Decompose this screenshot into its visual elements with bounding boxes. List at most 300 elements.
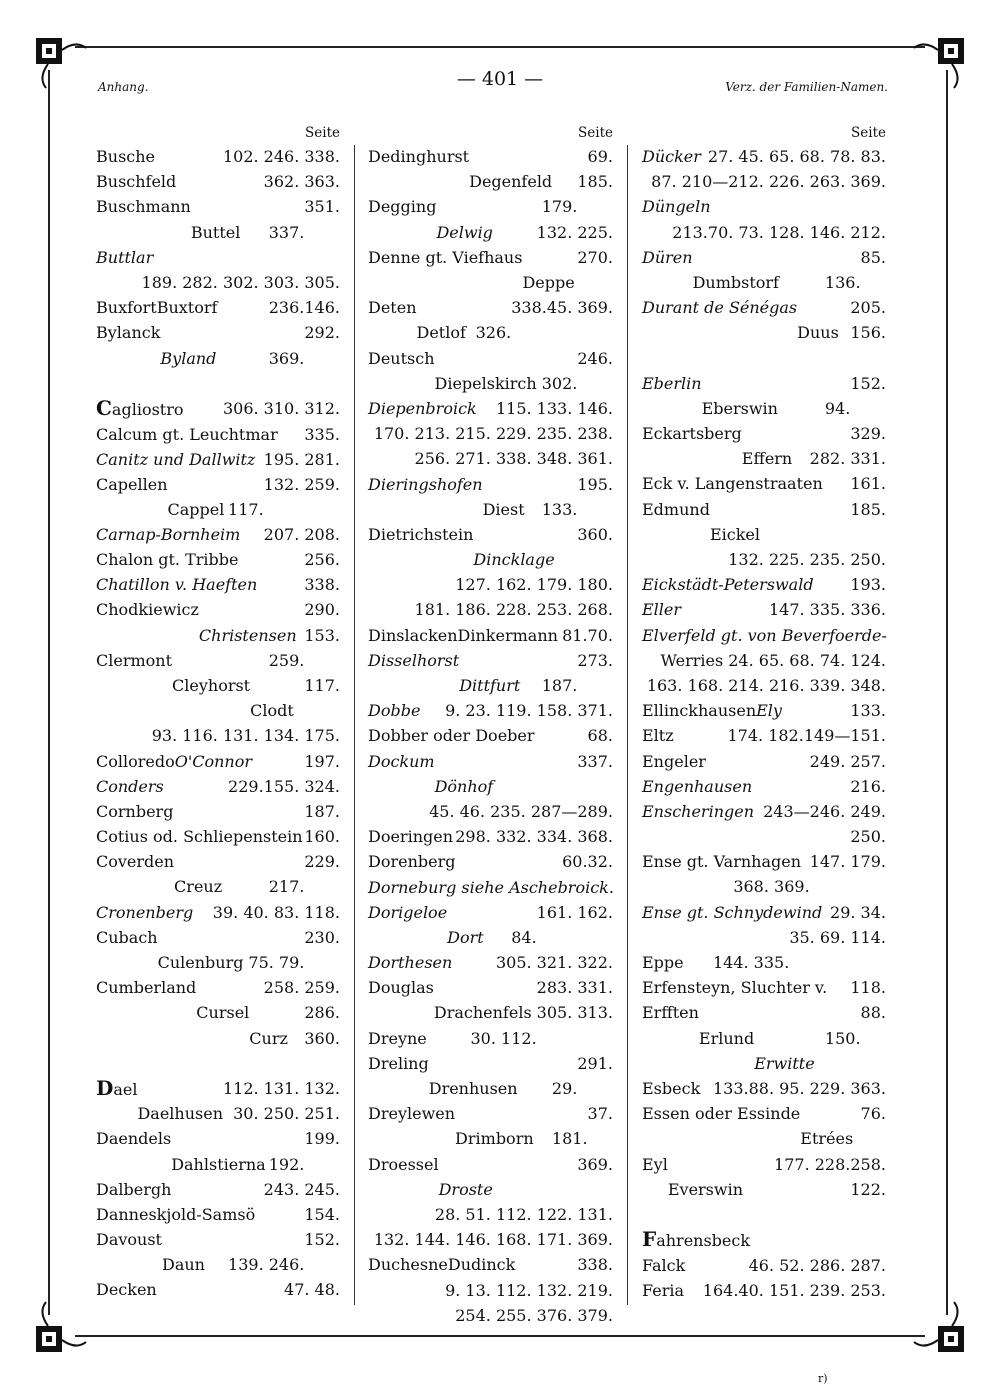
index-entry <box>368 698 613 723</box>
entry-name: Dorthesen <box>368 953 453 973</box>
entry-name: Deten <box>368 298 417 318</box>
entry-pages: 193. <box>850 575 886 595</box>
index-entry-continuation <box>642 648 886 696</box>
entry-pages: 69. <box>587 147 613 166</box>
index-entry <box>368 925 613 950</box>
entry-name: Eyl <box>642 1154 668 1174</box>
page-footer-mark: r) <box>818 1372 828 1385</box>
index-entry <box>642 723 886 748</box>
entry-pages: 360. <box>577 524 613 544</box>
entry-name: Douglas <box>368 978 434 998</box>
entry-name: Bylanck <box>96 323 161 343</box>
entry-pages: 155. 324. <box>263 776 340 796</box>
index-entry <box>642 1026 886 1051</box>
entry-name: Curz <box>249 1028 288 1048</box>
entry-name: Cronenberg <box>96 902 194 922</box>
entry-pages: 174. 182. <box>727 726 804 746</box>
entry-name: Coverden <box>96 852 175 872</box>
index-entry <box>368 522 613 547</box>
entry-name: Droste <box>438 1179 493 1199</box>
entry-pages: 270. <box>577 247 613 267</box>
entry-name: Delwig <box>436 222 493 242</box>
entry-name: Dalbergh <box>96 1179 172 1199</box>
entry-name: Dobber oder Doeber <box>368 726 535 746</box>
index-entry <box>368 245 613 270</box>
entry-name: Eickel <box>709 524 760 544</box>
entry-pages: 368. 369. <box>733 877 810 897</box>
index-entry <box>642 1277 886 1302</box>
entry-pages: 132. 259. <box>263 475 340 495</box>
index-entry <box>368 1126 613 1151</box>
entry-pages: 291. <box>577 1053 613 1073</box>
entry-name: Byland <box>160 348 217 368</box>
entry-name: Essen oder Essinde <box>642 1104 801 1124</box>
index-entry <box>96 1152 340 1177</box>
index-entry <box>368 849 613 874</box>
entry-name: Deutsch <box>368 348 435 368</box>
index-entry <box>96 1000 340 1025</box>
index-entry-continuation <box>642 925 886 950</box>
entry-pages: 258. <box>850 1154 886 1174</box>
index-entry <box>96 975 340 1000</box>
entry-name: Dittfurt <box>459 675 521 695</box>
entry-pages: 305. 321. 322. <box>495 953 613 973</box>
entry-name: Denne gt. Viefhaus <box>368 247 523 267</box>
entry-pages: 45. 46. 235. 287—289. <box>429 801 613 821</box>
entry-name: Eck v. Langenstraaten <box>642 474 823 494</box>
index-entry <box>368 547 613 595</box>
entry-pages: 256. 271. 338. 348. 361. <box>414 449 613 469</box>
entry-pages: 187. <box>541 675 578 695</box>
index-entry <box>96 874 340 899</box>
seite-heading: Seite <box>851 125 886 141</box>
index-entry <box>96 849 340 874</box>
entry-name: Christensen <box>198 625 297 645</box>
entry-pages: 144. 335. <box>712 953 790 972</box>
index-entry <box>96 220 340 245</box>
entry-name: Cumberland <box>96 978 197 998</box>
frame-right-line <box>946 70 948 1315</box>
entry-pages: 192. <box>268 1154 305 1174</box>
entry-name: Duchesne <box>368 1255 448 1275</box>
index-entry <box>96 673 340 698</box>
entry-pages: 30. 112. <box>470 1028 537 1048</box>
column-divider <box>627 145 628 1305</box>
entry-pages: 161. <box>850 474 886 494</box>
index-entry <box>96 1277 340 1302</box>
entry-pages: 329. <box>850 424 886 444</box>
entry-pages: 29. 34. <box>830 902 886 922</box>
index-entry <box>642 396 886 421</box>
entry-pages: 47. 48. <box>284 1280 340 1300</box>
entry-name: Drimborn <box>455 1129 534 1149</box>
index-entry <box>96 320 340 345</box>
entry-pages: 68. <box>587 726 613 746</box>
entry-pages: 118. <box>850 978 886 998</box>
entry-pages: 305. 313. <box>536 1003 613 1023</box>
entry-name: Erlund <box>698 1028 755 1048</box>
entry-name: Dieringshofen <box>368 474 483 494</box>
index-entry <box>96 1252 340 1277</box>
index-entry <box>642 597 887 645</box>
entry-pages: 197. <box>304 751 340 771</box>
entry-name: Disselhorst <box>368 650 460 670</box>
entry-pages: 102. 246. 338. <box>222 147 340 166</box>
index-entry <box>368 144 613 169</box>
entry-pages: 181. <box>551 1129 588 1149</box>
entry-pages: 362. 363. <box>263 172 340 192</box>
entry-pages: 185. <box>850 499 886 519</box>
frame-bottom-line <box>75 1335 925 1337</box>
index-entry <box>642 371 886 396</box>
index-entry <box>96 547 340 572</box>
entry-pages: 161. 162. <box>536 902 613 922</box>
entry-name: Capellen <box>96 475 168 495</box>
entry-name: Diepenbroick <box>368 398 477 418</box>
entry-pages: 152. <box>850 373 886 393</box>
entry-pages: 164. <box>702 1281 739 1301</box>
index-entry <box>642 270 886 295</box>
entry-pages: 213. <box>672 222 708 242</box>
entry-name: Culenburg <box>157 953 244 972</box>
index-entry <box>642 547 886 595</box>
index-entry <box>96 471 340 496</box>
entry-name: Erwitte <box>754 1053 815 1073</box>
entry-pages: 40. 151. 239. 253. <box>738 1281 886 1301</box>
entry-name: Eberlin <box>642 373 702 393</box>
entry-name: Droessel <box>368 1154 439 1174</box>
entry-name: Carnap-Bornheim <box>96 524 241 544</box>
entry-pages: 229. <box>228 776 264 796</box>
index-entry-continuation <box>642 169 886 194</box>
entry-name: Buttlar <box>96 247 154 267</box>
entry-pages: 29. <box>551 1078 578 1098</box>
index-entry <box>368 295 613 320</box>
entry-name: Clermont <box>96 650 173 670</box>
index-entry-continuation <box>368 1277 613 1325</box>
index-entry <box>368 396 613 421</box>
index-entry <box>96 245 340 292</box>
entry-name: Canitz und Dallwitz <box>96 450 256 470</box>
entry-pages: 195. 281. <box>263 450 340 470</box>
index-entry <box>96 925 340 950</box>
entry-pages: 132. 144. 146. 168. 171. 369. <box>373 1230 613 1250</box>
entry-pages: 37. <box>587 1104 613 1124</box>
index-entry <box>96 346 340 371</box>
index-entry <box>642 1101 886 1126</box>
index-entry-continuation <box>368 572 613 620</box>
entry-name: Dönhof <box>434 776 494 796</box>
index-entry-continuation <box>368 446 613 471</box>
index-entry <box>642 471 886 496</box>
index-entry <box>368 774 613 821</box>
entry-name: Chatillon v. Haeften <box>96 575 258 595</box>
entry-pages: 27. 45. 65. 68. 78. 83. <box>707 147 886 166</box>
entry-name: Dinslacken <box>368 625 458 645</box>
index-entry <box>642 295 886 320</box>
entry-name: Daelhusen <box>137 1104 224 1124</box>
index-entry <box>368 169 613 194</box>
entry-pages: 207. 208. <box>263 524 340 544</box>
entry-pages: 9. 23. 119. 158. 371. <box>445 701 613 721</box>
entry-pages: 351. <box>304 197 340 217</box>
entry-name: Detlof <box>416 323 466 343</box>
index-entry <box>368 320 613 345</box>
entry-pages: 35. 69. 114. <box>789 927 886 947</box>
entry-pages: 360. <box>304 1028 340 1048</box>
entry-pages: 85. <box>860 247 886 267</box>
index-entry <box>96 900 340 925</box>
entry-name: Durant de Sénégas <box>642 298 798 318</box>
entry-name: Elverfeld gt. von Beverfoerde- <box>642 625 887 645</box>
index-entry <box>368 346 613 371</box>
entry-pages: 115. 133. 146. <box>495 398 613 418</box>
corner-ornament-icon <box>28 1300 88 1360</box>
entry-name: Erfensteyn, Sluchter v. <box>642 978 828 998</box>
entry-name: Enscheringen <box>642 802 755 822</box>
entry-name: Eickstädt-Peterswald <box>642 575 814 595</box>
entry-name: Effern <box>741 449 793 469</box>
entry-name: Cleyhorst <box>172 675 251 695</box>
index-entry <box>368 1000 613 1025</box>
entry-pages: 369. <box>268 348 305 368</box>
seite-heading: Seite <box>578 125 613 141</box>
index-entry <box>96 169 340 194</box>
entry-name: Calcum gt. Leuchtmar <box>96 425 278 445</box>
index-entry <box>368 874 613 899</box>
index-entry <box>368 623 613 648</box>
entry-pages: 335. <box>304 425 340 445</box>
entry-name: Erfften <box>642 1003 699 1023</box>
entry-pages: 216. <box>850 776 886 796</box>
entry-name: Ellinckhausen <box>642 701 757 721</box>
index-entry <box>96 824 340 849</box>
entry-pages: 32. <box>587 852 613 872</box>
index-entry <box>368 648 613 673</box>
entry-pages: 306. 310. 312. <box>222 398 340 418</box>
entry-pages: 149—151. <box>803 726 886 746</box>
index-entry <box>96 446 340 471</box>
entry-pages: 338. <box>511 298 547 318</box>
index-entry-continuation <box>642 824 886 849</box>
entry-pages: 205. <box>850 298 886 318</box>
entry-name: Buxfort <box>96 298 157 318</box>
entry-pages: 150. <box>824 1028 861 1048</box>
index-entry <box>642 950 886 975</box>
entry-name: Dobbe <box>368 701 421 721</box>
entry-pages: 250. <box>850 827 886 847</box>
entry-name: Buttel <box>190 222 241 242</box>
index-entry <box>642 572 886 620</box>
index-column-3 <box>642 122 886 1304</box>
index-entry <box>368 194 613 219</box>
index-entry <box>96 648 340 673</box>
frame-left-line <box>48 70 50 1315</box>
index-entry <box>368 1152 613 1177</box>
entry-name: Buschmann <box>96 197 191 217</box>
entry-name: Davoust <box>96 1230 162 1250</box>
entry-name: Eberswin <box>701 398 778 418</box>
index-entry <box>368 723 613 748</box>
index-entry <box>96 698 340 746</box>
entry-pages: 133. <box>712 1078 749 1098</box>
entry-pages: 286. <box>304 1003 340 1023</box>
index-entry <box>642 446 886 471</box>
index-entry <box>96 1126 340 1151</box>
index-entry <box>368 497 613 522</box>
entry-pages: 156. <box>850 323 886 343</box>
entry-pages: 282. 331. <box>809 449 886 469</box>
entry-name: Cappel <box>167 499 225 519</box>
entry-name: Cagliostro <box>96 395 184 420</box>
index-entry <box>642 975 886 1000</box>
index-entry <box>642 1076 886 1101</box>
entry-name: Dincklage <box>473 550 555 569</box>
index-entry <box>368 749 613 774</box>
entry-pages: 93. 116. 131. 134. 175. <box>151 726 340 746</box>
entry-name: Decken <box>96 1280 157 1300</box>
index-entry-continuation <box>642 220 886 245</box>
entry-name: Ely <box>756 701 782 721</box>
entry-pages: 369. <box>577 1154 613 1174</box>
entry-name: Buschfeld <box>96 172 177 192</box>
entry-pages: 152. <box>304 1230 340 1250</box>
entry-name: Degenfeld <box>469 172 553 192</box>
entry-pages: 337. <box>577 751 613 771</box>
index-entry <box>368 1177 613 1224</box>
index-entry <box>368 371 613 396</box>
section-gap <box>96 371 340 396</box>
entry-name: Everswin <box>667 1179 744 1199</box>
entry-name: Eppe <box>642 953 684 972</box>
entry-name: Eckartsberg <box>642 424 742 444</box>
entry-pages: 185. <box>577 172 613 192</box>
entry-name: Conders <box>96 776 164 796</box>
entry-pages: 160. <box>304 827 340 847</box>
section-gap <box>96 1051 340 1076</box>
index-entry-continuation <box>368 1202 613 1250</box>
entry-pages: 181. 186. 228. 253. 268. <box>414 600 613 620</box>
entry-pages: 170. 213. 215. 229. 235. 238. <box>373 424 613 444</box>
entry-name: Eltz <box>642 726 674 746</box>
entry-pages: Werries 24. 65. 68. 74. 124. <box>660 650 886 670</box>
entry-pages: 302. <box>541 373 578 393</box>
page-header <box>0 68 1000 98</box>
index-entry <box>96 1101 340 1126</box>
index-entry <box>96 522 340 547</box>
entry-pages: 230. <box>304 927 340 947</box>
entry-pages: 132. 225. <box>536 222 613 242</box>
entry-pages: 187. <box>304 801 340 821</box>
index-column-1 <box>96 122 340 1303</box>
entry-name: Busche <box>96 147 156 166</box>
entry-name: Dahlstierna <box>171 1154 266 1174</box>
entry-name: Cotius od. Schliepenstein <box>96 827 303 847</box>
entry-name: Engeler <box>642 751 706 771</box>
entry-pages: 146. <box>304 298 340 318</box>
index-entry <box>96 421 340 446</box>
entry-name: Dreling <box>368 1053 429 1073</box>
entry-pages: 45. 369. <box>546 298 613 318</box>
entry-name: Cubach <box>96 927 158 947</box>
entry-pages: 76. <box>860 1104 886 1124</box>
entry-pages: 9. 13. 112. 132. 219. <box>445 1280 613 1300</box>
entry-name: Diepelskirch <box>434 373 537 393</box>
entry-name: Ense gt. Schnydewind <box>642 902 823 922</box>
index-entry <box>368 1026 613 1051</box>
entry-pages: 195. <box>577 474 613 494</box>
index-entry <box>96 1026 340 1051</box>
index-entry <box>368 900 613 925</box>
index-entry <box>642 749 886 774</box>
entry-name: Dorigeloe <box>368 902 448 922</box>
index-entry <box>96 950 340 975</box>
section-gap <box>642 1202 886 1227</box>
index-entry <box>642 849 886 874</box>
entry-pages: 337. <box>268 222 305 242</box>
index-entry <box>368 673 613 698</box>
index-entry <box>368 975 613 1000</box>
entry-pages: 338. <box>577 1255 613 1275</box>
entry-name: Cornberg <box>96 801 174 821</box>
entry-pages: 81. <box>562 625 588 645</box>
header-index-title: Verz. der Familien-Namen. <box>725 80 888 94</box>
entry-pages: 70. 73. 128. 146. 212. <box>707 222 886 242</box>
index-entry <box>642 421 886 446</box>
entry-name: Dinkermann <box>457 625 558 645</box>
entry-pages: 39. 40. 83. 118. <box>212 902 340 922</box>
entry-pages: 246. <box>577 348 613 368</box>
entry-name: Cursel <box>196 1003 250 1023</box>
entry-pages: 163. 168. 214. 216. 339. 348. <box>646 676 886 696</box>
entry-pages: 127. 162. 179. 180. <box>455 575 613 595</box>
entry-name: Etrées <box>800 1129 854 1149</box>
seite-heading: Seite <box>305 125 340 141</box>
entry-name: Clodt <box>250 701 294 721</box>
entry-pages: 338. <box>304 575 340 595</box>
entry-name: Edmund <box>642 499 710 519</box>
index-column-2 <box>368 122 613 1328</box>
index-entry <box>96 1076 340 1101</box>
index-entry <box>96 295 340 320</box>
entry-pages: 292. <box>304 323 340 343</box>
entry-pages: 326. <box>475 323 512 343</box>
entry-name: Deppe <box>522 272 575 292</box>
entry-pages: 117. <box>228 499 264 519</box>
index-entry <box>642 799 886 824</box>
index-entry <box>642 320 886 345</box>
entry-name: Ense gt. Varnhagen <box>642 852 802 872</box>
entry-name: Dockum <box>368 751 435 771</box>
index-entry <box>368 1252 613 1300</box>
frame-top-line <box>75 46 925 48</box>
entry-pages: 298. 332. 334. 368. <box>455 827 613 847</box>
entry-pages: 88. 95. 229. 363. <box>748 1078 886 1098</box>
entry-name: Dorneburg siehe Aschebroick. <box>368 877 614 897</box>
entry-pages: 273. <box>577 650 613 670</box>
index-entry <box>642 144 886 169</box>
index-entry <box>96 1202 340 1227</box>
entry-name: Dael <box>96 1075 138 1100</box>
entry-pages: 217. <box>268 877 305 897</box>
index-entry <box>642 774 886 799</box>
entry-pages: 177. 228. <box>774 1154 851 1174</box>
entry-pages: 153. <box>304 625 340 645</box>
entry-pages: 139. 246. <box>228 1255 305 1275</box>
entry-name: Dumbstorf <box>692 272 779 292</box>
entry-pages: 147. 335. 336. <box>768 600 886 620</box>
index-entry <box>96 396 340 421</box>
